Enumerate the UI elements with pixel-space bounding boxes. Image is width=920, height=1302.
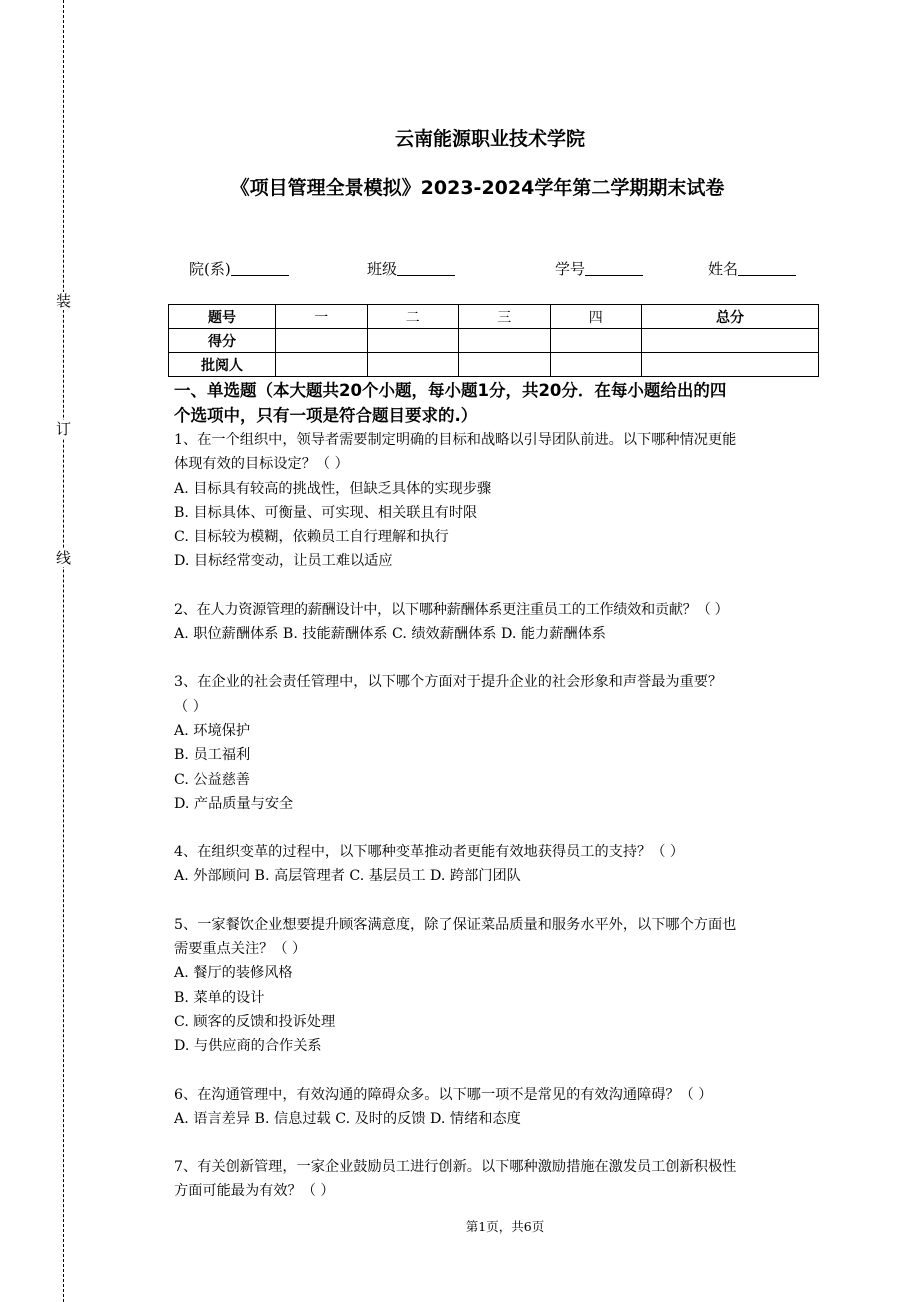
dept-blank[interactable]	[231, 260, 289, 276]
option-d: D. 目标经常变动，让员工难以适应	[174, 553, 393, 570]
question-stem: 需要重点关注？（ ）	[174, 941, 307, 958]
option-b: B. 员工福利	[174, 747, 251, 764]
score-cell[interactable]	[642, 329, 819, 353]
score-row-label: 得分	[169, 329, 276, 353]
class-field[interactable]	[367, 258, 455, 279]
question-3	[174, 670, 820, 816]
question-7	[174, 1155, 820, 1204]
question-stem: 体现有效的目标设定？（ ）	[174, 456, 349, 473]
section-title-line: 个选项中，只有一项是符合题目要求的.）	[174, 406, 478, 425]
question-6	[174, 1083, 820, 1132]
question-stem: 3、在企业的社会责任管理中，以下哪个方面对于提升企业的社会形象和声誉最为重要？	[174, 674, 723, 691]
reviewer-cell[interactable]	[367, 353, 459, 377]
question-4	[174, 840, 820, 889]
page-footer: 第1页，共6页	[465, 1219, 545, 1234]
score-row	[169, 329, 819, 353]
header-cell: 一	[276, 305, 368, 329]
score-cell[interactable]	[276, 329, 368, 353]
question-stem: 7、有关创新管理，一家企业鼓励员工进行创新。以下哪种激励措施在激发员工创新积极性	[174, 1159, 737, 1176]
question-options: A. 语言差异 B. 信息过载 C. 及时的反馈 D. 情绪和态度	[174, 1110, 521, 1127]
score-cell[interactable]	[367, 329, 459, 353]
question-stem: 1、在一个组织中，领导者需要制定明确的目标和战略以引导团队前进。以下哪种情况更能	[174, 432, 737, 448]
student-id-label: 学号	[555, 260, 586, 278]
question-options: A. 职位薪酬体系 B. 技能薪酬体系 C. 绩效薪酬体系 D. 能力薪酬体系	[174, 626, 606, 643]
option-a: A. 目标具有较高的挑战性，但缺乏具体的实现步骤	[174, 480, 492, 497]
question-2	[174, 598, 820, 647]
option-c: C. 目标较为模糊，依赖员工自行理解和执行	[174, 529, 449, 546]
reviewer-cell[interactable]	[459, 353, 551, 377]
option-c: C. 公益慈善	[174, 771, 251, 788]
score-table	[168, 304, 819, 377]
name-blank[interactable]	[738, 260, 796, 276]
option-d: D. 产品质量与安全	[174, 795, 294, 812]
header-cell: 二	[367, 305, 459, 329]
reviewer-row-label: 批阅人	[169, 353, 276, 377]
option-a: A. 餐厅的装修风格	[174, 965, 293, 982]
question-stem: （ ）	[174, 698, 207, 715]
header-cell: 题号	[169, 305, 276, 329]
reviewer-cell[interactable]	[276, 353, 368, 377]
name-label: 姓名	[708, 260, 739, 278]
dept-field[interactable]	[189, 258, 289, 279]
option-b: B. 菜单的设计	[174, 989, 265, 1006]
question-stem: 6、在沟通管理中，有效沟通的障碍众多。以下哪一项不是常见的有效沟通障碍？（ ）	[174, 1086, 713, 1103]
question-stem: 2、在人力资源管理的薪酬设计中，以下哪种薪酬体系更注重员工的工作绩效和贡献？（ ）	[174, 601, 729, 618]
score-table-header-row	[169, 305, 819, 329]
binding-char-ding: 订	[56, 420, 72, 438]
section-1-title	[174, 378, 820, 428]
question-1	[174, 428, 820, 574]
name-field[interactable]	[708, 258, 796, 279]
header-cell: 三	[459, 305, 551, 329]
binding-char-xian: 线	[56, 549, 72, 567]
question-options: A. 外部顾问 B. 高层管理者 C. 基层员工 D. 跨部门团队	[174, 868, 521, 885]
student-id-blank[interactable]	[585, 260, 643, 276]
question-stem: 方面可能最为有效？（ ）	[174, 1183, 335, 1200]
score-cell[interactable]	[459, 329, 551, 353]
school-name: 云南能源职业技术学院	[394, 128, 585, 150]
binding-char-zhuang: 装	[56, 292, 72, 310]
student-id-field[interactable]	[555, 258, 643, 279]
class-label: 班级	[367, 260, 398, 278]
option-b: B. 目标具体、可衡量、可实现、相关联且有时限	[174, 504, 478, 521]
score-cell[interactable]	[550, 329, 642, 353]
question-stem: 4、在组织变革的过程中，以下哪种变革推动者更能有效地获得员工的支持？（ ）	[174, 844, 685, 861]
option-c: C. 顾客的反馈和投诉处理	[174, 1013, 336, 1030]
section-title-line: 一、单选题（本大题共20个小题，每小题1分，共20分．在每小题给出的四	[174, 381, 727, 400]
header-cell: 总分	[642, 305, 819, 329]
question-stem: 5、一家餐饮企业想要提升顾客满意度，除了保证菜品质量和服务水平外，以下哪个方面也	[174, 916, 737, 933]
exam-title: 《项目管理全景模拟》2023-2024学年第二学期期末试卷	[230, 177, 725, 199]
reviewer-cell[interactable]	[642, 353, 819, 377]
dept-label: 院(系)	[189, 260, 231, 278]
class-blank[interactable]	[397, 260, 455, 276]
reviewer-row	[169, 353, 819, 377]
reviewer-cell[interactable]	[550, 353, 642, 377]
option-a: A. 环境保护	[174, 722, 251, 739]
option-d: D. 与供应商的合作关系	[174, 1038, 322, 1055]
question-5	[174, 913, 820, 1059]
header-cell: 四	[550, 305, 642, 329]
exam-content	[174, 378, 820, 1204]
